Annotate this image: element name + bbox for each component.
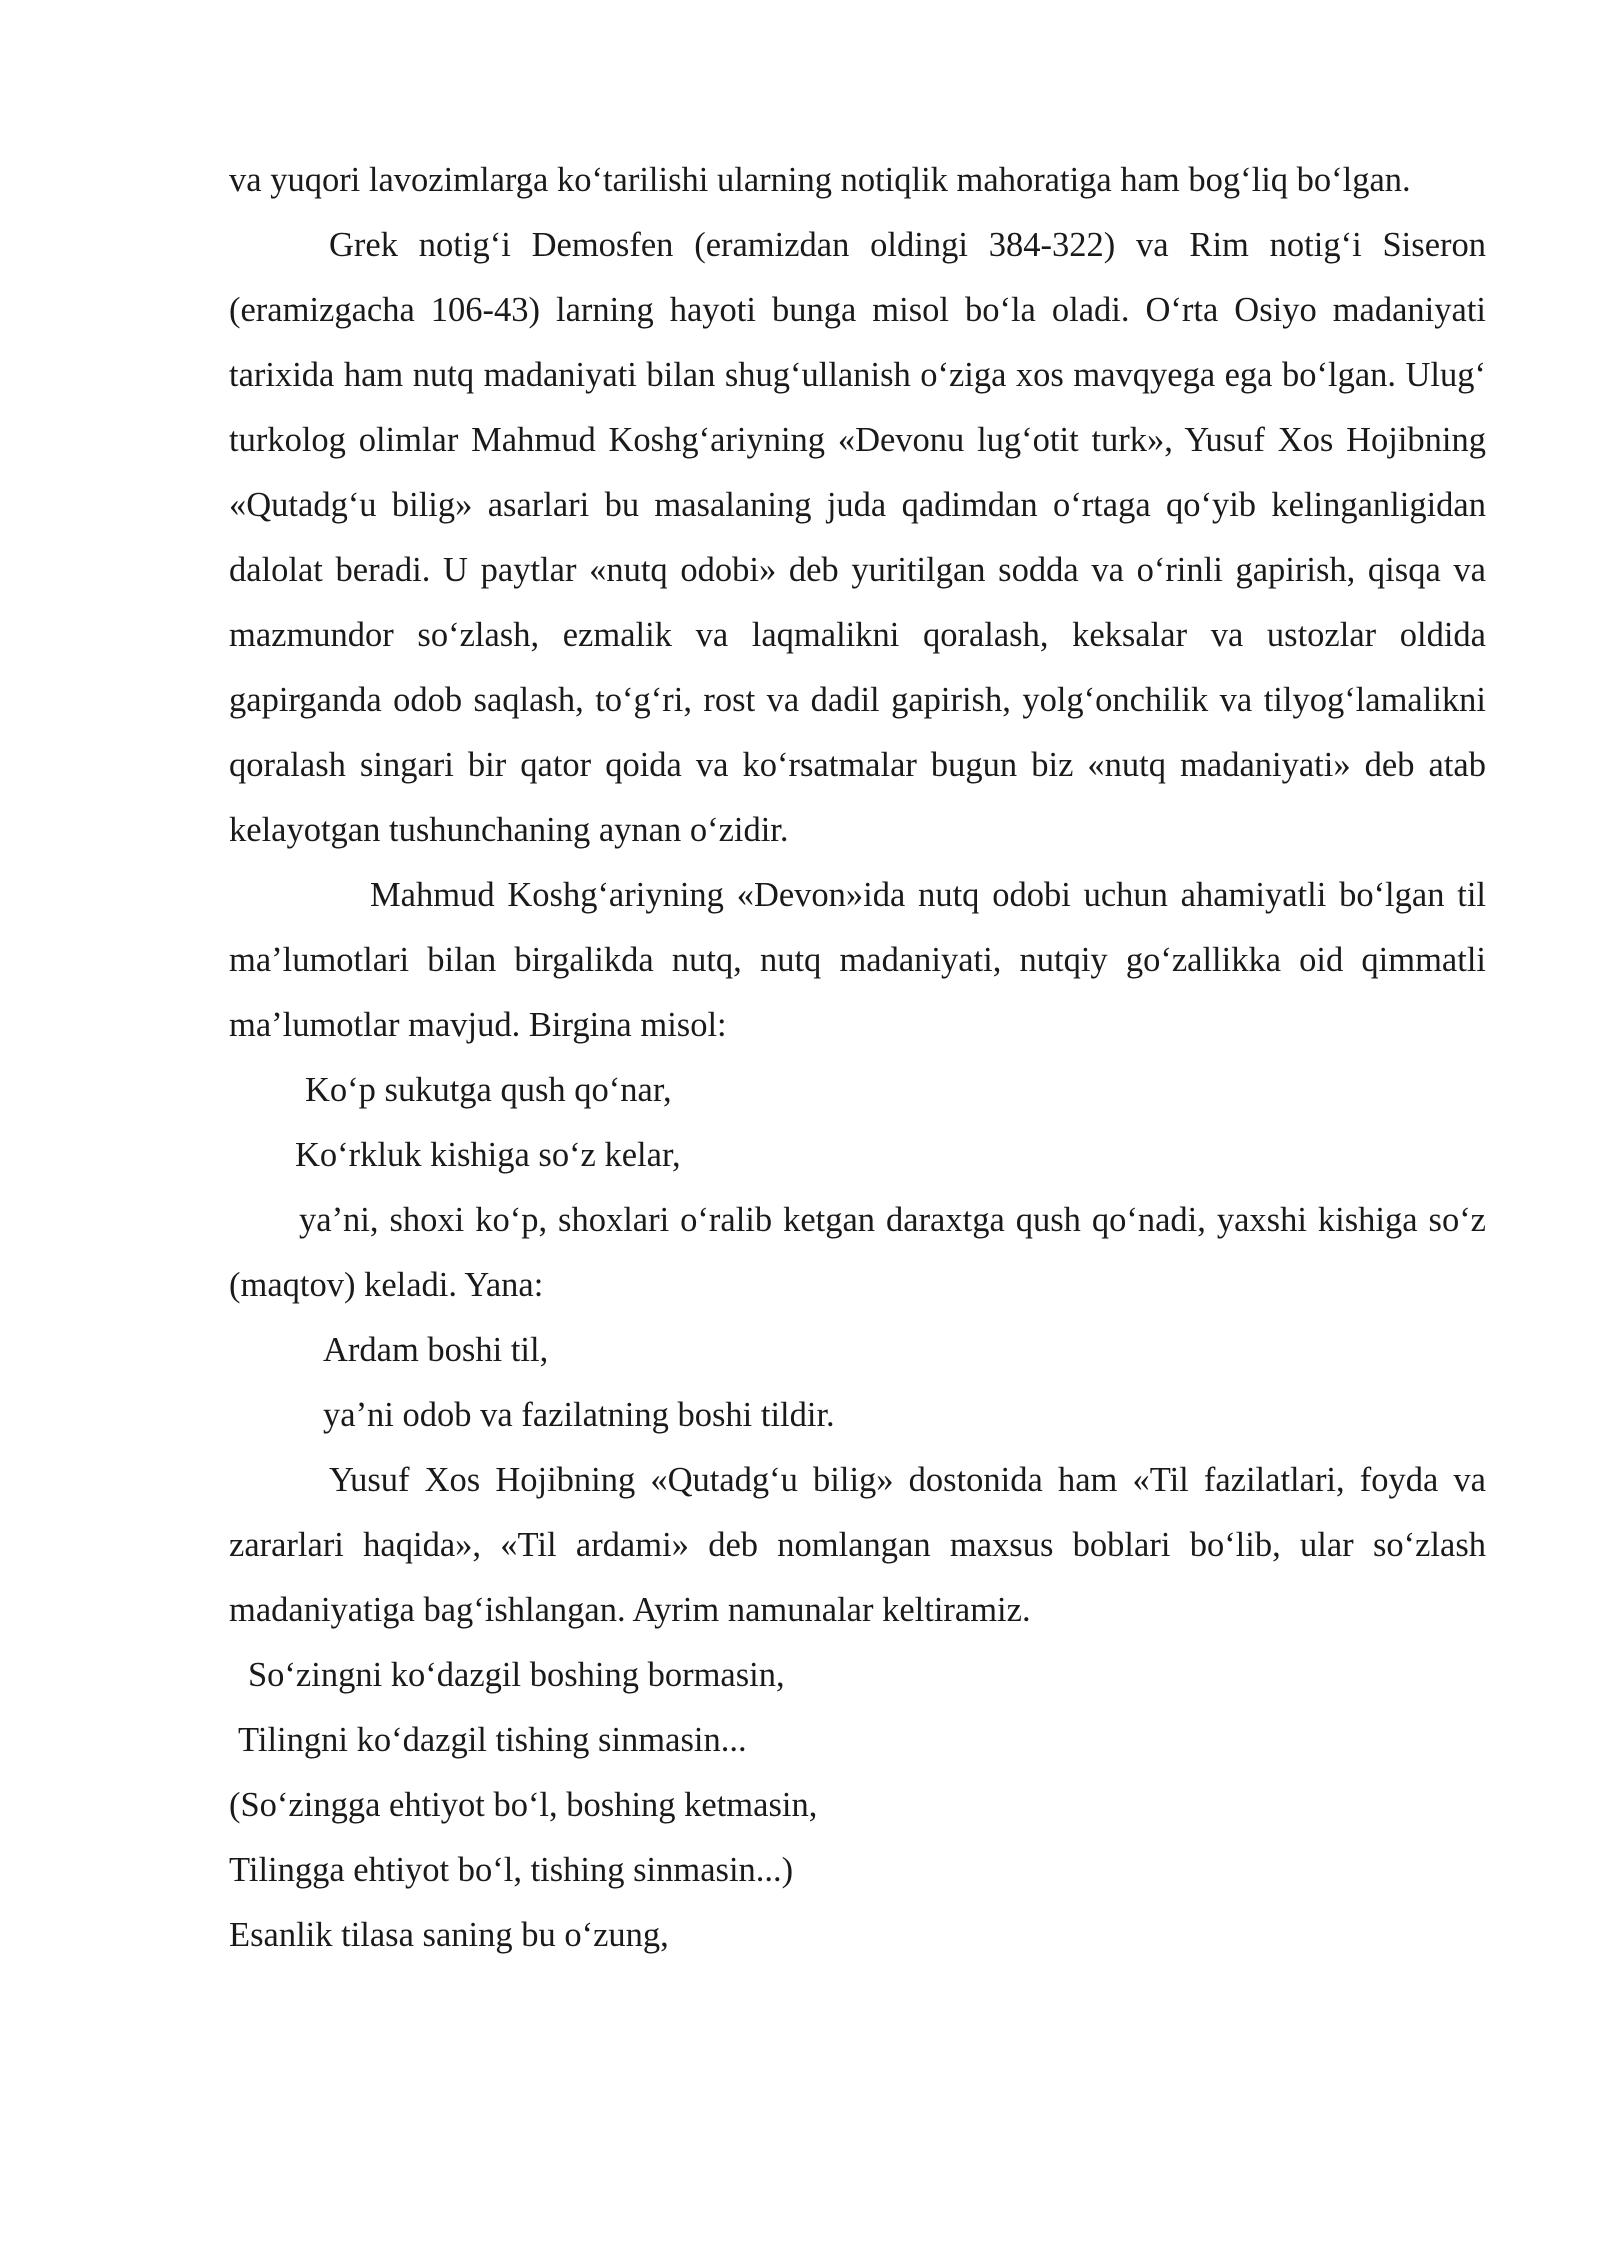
verse-line-3: Ardam boshi til, [323,1331,549,1369]
verse-line-4: yaʼni odob va fazilatning boshi tildir. [323,1396,835,1434]
verse-line-2: Koʻrkluk kishiga soʻz kelar, [295,1136,681,1174]
document-body [229,148,1486,1968]
paragraph-1: va yuqori lavozimlarga koʻtarilishi ularning notiqlik mahoratiga ham bogʻliq boʻlgan. [229,161,1411,199]
verse-line-7: (Soʻzingga ehtiyot boʻl, boshing ketmasin, [229,1786,818,1824]
paragraph-2: Grek notigʻi Demosfen (eramizdan oldingi 384-322) va Rim notigʻi Siseron (eramizgacha 106-43) larning hayoti bunga misol boʻla oladi. Oʻrta Osiyo madaniyati tarixida ham nutq madaniyati bilan shugʻullanish oʻziga xos mavqyega ega boʻlgan. Ulugʻ turkolog olimlar Mahmud Koshgʻariyning «Devonu lugʻotit turk», Yusuf Xos Hojibning «Qutadgʻu bilig» asarlari bu masalaning juda qadimdan oʻrtaga qoʻyib kelinganligidan dalolat beradi. U paytlar «nutq odobi» deb yuritilgan sodda va oʻrinli gapirish, qisqa va mazmundor soʻzlash, ezmalik va laqmalikni qoralash, keksalar va ustozlar oldida gapirganda odob saqlash, toʻgʻri, rost va dadil gapirish, yolgʻonchilik va tilyogʻlamalikni qoralash singari bir qator qoida va koʻrsatmalar bugun biz «nutq madaniyati» deb atab kelayotgan tushunchaning aynan oʻzidir. [229,226,1486,849]
paragraph-4: yaʼni, shoxi koʻp, shoxlari oʻralib ketgan daraxtga qush qoʻnadi, yaxshi kishiga soʻz (maqtov) keladi. Yana: [229,1201,1486,1304]
verse-line-6: Tilingni koʻdazgil tishing sinmasin... [238,1721,747,1759]
verse-line-9: Esanlik tilasa saning bu oʻzung, [229,1916,669,1954]
paragraph-5: Yusuf Xos Hojibning «Qutadgʻu bilig» dostonida ham «Til fazilatlari, foyda va zararlari haqida», «Til ardami» deb nomlangan maxsus boblari boʻlib, ular soʻzlash madaniyatiga bagʻishlangan. Ayrim namunalar keltiramiz. [229,1461,1486,1629]
verse-line-8: Tilingga ehtiyot boʻl, tishing sinmasin...) [229,1851,794,1889]
verse-line-5: Soʻzingni koʻdazgil boshing bormasin, [248,1656,785,1694]
verse-line-1: Koʻp sukutga qush qoʻnar, [305,1071,672,1109]
paragraph-3: Mahmud Koshgʻariyning «Devon»ida nutq odobi uchun ahamiyatli boʻlgan til maʼlumotlari bilan birgalikda nutq, nutq madaniyati, nutqiy goʻzallikka oid qimmatli maʼlumotlar mavjud. Birgina misol: [229,876,1486,1044]
